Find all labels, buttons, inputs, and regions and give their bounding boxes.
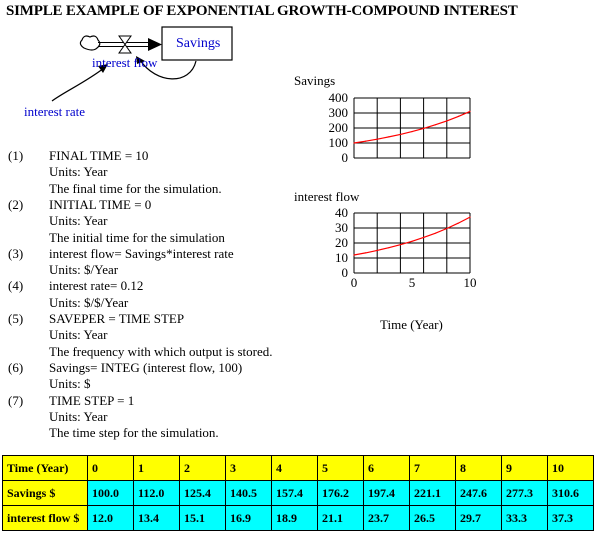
table-cell: 100.0 — [88, 481, 134, 506]
y-tick-label: 300 — [328, 105, 348, 120]
equation-line: The initial time for the simulation — [49, 229, 225, 245]
data-point — [411, 241, 412, 242]
y-tick-label: 10 — [335, 250, 348, 265]
y-tick-label: 30 — [335, 220, 348, 235]
y-tick-label: 0 — [341, 265, 348, 280]
y-tick-label: 20 — [335, 235, 348, 250]
data-point — [446, 228, 447, 229]
x-tick-label: 0 — [350, 275, 358, 290]
y-tick-label: 400 — [328, 90, 348, 105]
data-point — [435, 124, 436, 125]
x-tick-label: 5 — [408, 275, 416, 290]
table-cell: 26.5 — [410, 506, 456, 531]
table-cell: 112.0 — [134, 481, 180, 506]
table-row-label: interest flow $ — [3, 506, 88, 531]
equation-number: (3) — [8, 245, 24, 261]
cloud-icon — [80, 36, 99, 50]
data-point — [365, 141, 366, 142]
data-point — [458, 223, 459, 224]
data-point — [388, 136, 389, 137]
data-point — [388, 247, 389, 248]
table-cell: 23.7 — [364, 506, 410, 531]
series-line — [354, 217, 470, 255]
equation-line: Units: Year — [49, 164, 108, 180]
table-cell: 176.2 — [318, 481, 364, 506]
table-header-cell: 0 — [88, 456, 134, 481]
equation-line: Savings= INTEG (interest flow, 100) — [49, 359, 243, 375]
flow-label: interest flow — [92, 55, 158, 70]
savings-chart — [300, 88, 500, 188]
data-point — [435, 233, 436, 234]
equation-line: SAVEPER = TIME STEP — [49, 311, 185, 326]
data-point — [423, 128, 424, 129]
table-cell: 15.1 — [180, 506, 226, 531]
data-point — [353, 142, 354, 143]
table-header-cell: 7 — [410, 456, 456, 481]
equation-line: The time step for the simulation. — [49, 425, 219, 441]
table-cell: 12.0 — [88, 506, 134, 531]
table-header-cell: 3 — [226, 456, 272, 481]
equation-number: (5) — [8, 311, 24, 326]
y-tick-label: 200 — [328, 120, 348, 135]
table-row — [3, 506, 594, 531]
data-point — [400, 244, 401, 245]
equation-number: (2) — [8, 196, 24, 212]
data-point — [446, 120, 447, 121]
equation-line: interest rate= 0.12 — [49, 278, 144, 294]
data-point — [377, 250, 378, 251]
page-title: SIMPLE EXAMPLE OF EXPONENTIAL GROWTH-COMPOUND INTEREST — [6, 3, 518, 19]
table-cell: 18.9 — [272, 506, 318, 531]
table-cell: 33.3 — [502, 506, 548, 531]
y-tick-label: 100 — [328, 135, 348, 150]
equation-line: interest flow= Savings*interest rate — [49, 245, 234, 261]
data-point — [353, 254, 354, 255]
table-header-cell: Time (Year) — [3, 456, 88, 481]
table-cell: 13.4 — [134, 506, 180, 531]
equation-line: The frequency with which output is stored. — [49, 343, 273, 359]
valve-icon — [119, 36, 131, 45]
interest-flow-chart — [300, 203, 500, 323]
equation-line: Units: $ — [49, 376, 91, 392]
equation-line: FINAL TIME = 10 — [49, 148, 149, 163]
table-header-row — [3, 456, 594, 481]
data-point — [469, 111, 470, 112]
aux-label: interest rate — [24, 104, 85, 119]
equation-number: (6) — [8, 359, 24, 375]
y-tick-label: 40 — [335, 205, 348, 220]
table-header-cell: 9 — [502, 456, 548, 481]
table-header-cell: 5 — [318, 456, 364, 481]
equation-line: Units: $/Year — [49, 262, 119, 278]
equation-line: Units: Year — [49, 213, 108, 229]
table-cell: 21.1 — [318, 506, 364, 531]
equation-line: TIME STEP = 1 — [49, 392, 135, 408]
x-axis-label: Time (Year) — [380, 317, 443, 332]
series-line — [354, 111, 470, 143]
x-tick-label: 10 — [463, 275, 477, 290]
data-point — [365, 252, 366, 253]
equation-line: The final time for the simulation. — [49, 180, 222, 196]
data-point — [411, 131, 412, 132]
data-point — [458, 116, 459, 117]
table-header-cell: 10 — [548, 456, 594, 481]
table-cell: 29.7 — [456, 506, 502, 531]
data-point — [423, 237, 424, 238]
table-cell: 125.4 — [180, 481, 226, 506]
data-point — [469, 217, 470, 218]
chart1-title: Savings — [294, 73, 336, 88]
table-header-cell: 4 — [272, 456, 318, 481]
data-point — [400, 134, 401, 135]
table-cell: 221.1 — [410, 481, 456, 506]
equation-line: Units: Year — [49, 327, 108, 343]
table-cell: 277.3 — [502, 481, 548, 506]
table-row-label: Savings $ — [3, 481, 88, 506]
y-tick-label: 0 — [341, 150, 348, 165]
equation-number: (7) — [8, 392, 24, 408]
flow-arrowhead-icon — [148, 38, 162, 51]
equation-line: Units: Year — [49, 408, 108, 424]
table-cell: 16.9 — [226, 506, 272, 531]
equation-line: Units: $/$/Year — [49, 294, 129, 310]
table-header-cell: 8 — [456, 456, 502, 481]
equation-number: (1) — [8, 148, 24, 163]
table-header-cell: 6 — [364, 456, 410, 481]
table-header-cell: 1 — [134, 456, 180, 481]
table-cell: 247.6 — [456, 481, 502, 506]
table-cell: 310.6 — [548, 481, 594, 506]
results-table — [2, 455, 594, 531]
equation-line: INITIAL TIME = 0 — [49, 196, 152, 212]
chart2-title: interest flow — [294, 189, 360, 204]
equation-number: (4) — [8, 278, 24, 294]
stock-label: Savings — [176, 36, 221, 51]
table-cell: 197.4 — [364, 481, 410, 506]
table-cell: 157.4 — [272, 481, 318, 506]
table-cell: 37.3 — [548, 506, 594, 531]
table-row — [3, 481, 594, 506]
table-header-cell: 2 — [180, 456, 226, 481]
data-point — [377, 139, 378, 140]
table-cell: 140.5 — [226, 481, 272, 506]
